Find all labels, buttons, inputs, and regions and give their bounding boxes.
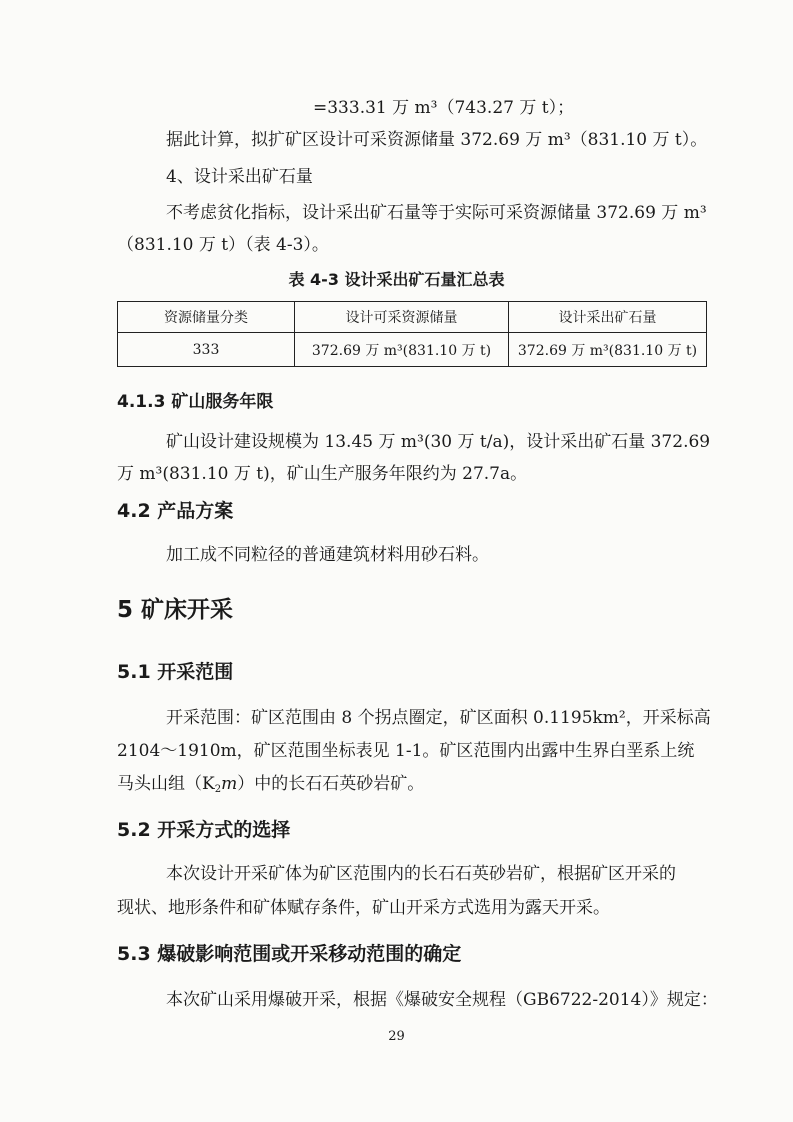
section-4-1-3-text-line-2: 万 m³(831.10 万 t)，矿山生产服务年限约为 27.7a。 bbox=[117, 464, 528, 484]
section-5-3-heading: 5.3 爆破影响范围或开采移动范围的确定 bbox=[117, 943, 462, 965]
table-header-row bbox=[118, 302, 707, 333]
table-cell: 372.69 万 m³(831.10 万 t) bbox=[509, 333, 707, 367]
section-5-1-text-line-2: 2104～1910m，矿区范围坐标表见 1-1。矿区范围内出露中生界白垩系上统 bbox=[117, 741, 695, 761]
table-row bbox=[118, 333, 707, 367]
section-5-2-heading: 5.2 开采方式的选择 bbox=[117, 819, 291, 841]
header-cell: 设计采出矿石量 bbox=[509, 302, 707, 333]
section-5-1-heading: 5.1 开采范围 bbox=[117, 661, 234, 683]
section-4-1-3-heading: 4.1.3 矿山服务年限 bbox=[117, 392, 274, 412]
ore-output-table bbox=[117, 301, 707, 367]
section-5-3-text-line-1: 本次矿山采用爆破开采，根据《爆破安全规程（GB6722-2014）》规定： bbox=[166, 990, 718, 1010]
section-5-1-text-line-1: 开采范围：矿区范围由 8 个拐点圈定，矿区面积 0.1195km²，开采标高 bbox=[166, 708, 711, 728]
section-5-1-text-line-3: 马头山组$(K_2m)$中的长石石英砂岩矿。 bbox=[117, 774, 425, 795]
table-caption: 表 4-3 设计采出矿石量汇总表 bbox=[288, 270, 505, 289]
page-number: 29 bbox=[388, 1029, 405, 1044]
table-cell: 333 bbox=[118, 333, 295, 367]
item-4-text-line-1: 不考虑贫化指标，设计采出矿石量等于实际可采资源储量 372.69 万 m³ bbox=[166, 203, 707, 223]
section-4-2-heading: 4.2 产品方案 bbox=[117, 500, 234, 522]
chapter-5-heading: 5 矿床开采 bbox=[117, 597, 234, 623]
section-4-2-text: 加工成不同粒径的普通建筑材料用砂石料。 bbox=[166, 545, 489, 565]
calc-result-line: =333.31 万 m³（743.27 万 t）； bbox=[313, 98, 575, 118]
section-5-2-text-line-1: 本次设计开采矿体为矿区范围内的长石石英砂岩矿，根据矿区开采的 bbox=[166, 864, 676, 884]
section-5-2-text-line-2: 现状、地形条件和矿体赋存条件，矿山开采方式选用为露天开采。 bbox=[117, 898, 610, 918]
header-cell: 资源储量分类 bbox=[118, 302, 295, 333]
header-cell: 设计可采资源储量 bbox=[295, 302, 509, 333]
section-4-1-3-text-line-1: 矿山设计建设规模为 13.45 万 m³(30 万 t/a)，设计采出矿石量 372.69 bbox=[166, 432, 711, 452]
calc-summary-line: 据此计算，拟扩矿区设计可采资源储量 372.69 万 m³（831.10 万 t）。 bbox=[166, 130, 708, 150]
table-cell: 372.69 万 m³(831.10 万 t) bbox=[295, 333, 509, 367]
item-4-text-line-2: （831.10 万 t）（表 4-3）。 bbox=[117, 235, 329, 255]
item-4-heading: 4、设计采出矿石量 bbox=[166, 167, 313, 187]
